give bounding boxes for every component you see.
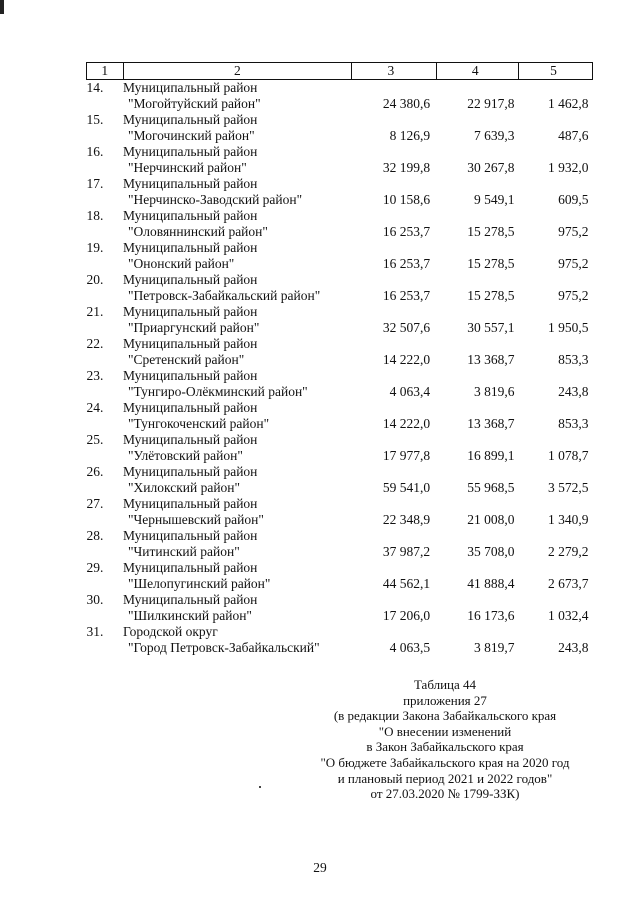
value-col-4: 15 278,5 — [467, 256, 515, 271]
row-number: 19. — [86, 240, 104, 255]
table-row — [87, 304, 593, 336]
value-col-3: 14 222,0 — [382, 352, 431, 367]
value-col-5: 1 932,0 — [548, 160, 589, 175]
value-col-3: 44 562,1 — [382, 576, 431, 591]
row-number: 25. — [86, 432, 104, 447]
table-row — [87, 208, 593, 240]
value-col-3: 4 063,5 — [389, 640, 431, 655]
row-number: 26. — [86, 464, 104, 479]
row-name — [123, 112, 352, 144]
row-name — [123, 80, 352, 113]
value-col-5: 3 572,5 — [548, 480, 589, 495]
scan-edge-mark — [0, 0, 4, 14]
header-col-4: 4 — [436, 63, 518, 80]
row-number: 28. — [86, 528, 104, 543]
header-col-3: 3 — [352, 63, 436, 80]
row-number: 30. — [86, 592, 104, 607]
value-col-4: 21 008,0 — [467, 512, 515, 527]
row-name — [123, 528, 352, 560]
value-col-4: 3 819,7 — [473, 640, 515, 655]
value-col-5: 853,3 — [558, 416, 589, 431]
row-name-line-1: Муниципальный район — [123, 528, 258, 543]
note-line: "О внесении изменений — [378, 723, 512, 739]
note-line: "О бюджете Забайкальского края на 2020 год — [320, 754, 570, 770]
table-row — [87, 528, 593, 560]
row-name-line-1: Муниципальный район — [123, 432, 258, 447]
value-col-5: 1 950,5 — [548, 320, 589, 335]
header-col-1: 1 — [87, 63, 124, 80]
row-name-line-2: "Тунгокоченский район" — [128, 416, 270, 431]
row-name-line-1: Муниципальный район — [123, 400, 258, 415]
value-col-3: 10 158,6 — [382, 192, 431, 207]
row-name-line-1: Муниципальный район — [123, 560, 258, 575]
row-name — [123, 208, 352, 240]
value-col-3: 16 253,7 — [382, 288, 431, 303]
value-col-5: 853,3 — [558, 352, 589, 367]
table-row — [87, 400, 593, 432]
value-col-5: 975,2 — [558, 288, 589, 303]
value-col-4: 30 267,8 — [467, 160, 515, 175]
note-line: Таблица 44 — [413, 677, 477, 692]
value-col-4: 22 917,8 — [467, 96, 515, 111]
value-col-3: 37 987,2 — [382, 544, 431, 559]
row-name-line-1: Муниципальный район — [123, 304, 258, 319]
row-name — [123, 624, 352, 656]
row-name-line-2: "Могойтуйский район" — [128, 96, 261, 111]
row-name-line-1: Муниципальный район — [123, 112, 258, 127]
value-col-3: 22 348,9 — [382, 512, 431, 527]
value-col-3: 32 507,6 — [382, 320, 431, 335]
row-name — [123, 336, 352, 368]
row-name-line-2: "Тунгиро-Олёкминский район" — [128, 384, 308, 399]
value-col-5: 1 462,8 — [548, 96, 589, 111]
row-name-line-2: "Могочинский район" — [128, 128, 255, 143]
value-col-4: 3 819,6 — [473, 384, 515, 399]
row-name — [123, 560, 352, 592]
table-row — [87, 592, 593, 624]
row-number: 14. — [86, 80, 104, 95]
row-name-line-2: "Нерчинский район" — [128, 160, 247, 175]
header-col-5: 5 — [518, 63, 592, 80]
value-col-4: 13 368,7 — [467, 352, 515, 367]
row-name — [123, 496, 352, 528]
table-row — [87, 240, 593, 272]
table-row — [87, 176, 593, 208]
value-col-4: 15 278,5 — [467, 288, 515, 303]
value-col-3: 16 253,7 — [382, 224, 431, 239]
row-name-line-1: Муниципальный район — [123, 144, 258, 159]
value-col-4: 16 173,6 — [467, 608, 515, 623]
row-name-line-2: "Ононский район" — [128, 256, 235, 271]
value-col-5: 243,8 — [558, 384, 589, 399]
row-name — [123, 272, 352, 304]
row-number: 21. — [86, 304, 104, 319]
table-row — [87, 368, 593, 400]
budget-table — [86, 62, 593, 656]
value-col-3: 4 063,4 — [389, 384, 431, 399]
row-name-line-1: Муниципальный район — [123, 368, 258, 383]
value-col-4: 13 368,7 — [467, 416, 515, 431]
value-col-5: 243,8 — [558, 640, 589, 655]
page-number: 29 — [313, 860, 327, 875]
row-number: 17. — [86, 176, 104, 191]
value-col-3: 24 380,6 — [382, 96, 431, 111]
table-row — [87, 144, 593, 176]
row-name — [123, 368, 352, 400]
row-name-line-2: "Город Петровск-Забайкальский" — [128, 640, 320, 655]
value-col-3: 14 222,0 — [382, 416, 431, 431]
row-number: 23. — [86, 368, 104, 383]
row-name-line-1: Муниципальный район — [123, 176, 258, 191]
row-name-line-2: "Шелопугинский район" — [128, 576, 271, 591]
value-col-5: 1 032,4 — [548, 608, 589, 623]
row-name-line-1: Муниципальный район — [123, 272, 258, 287]
value-col-5: 1 340,9 — [548, 512, 589, 527]
value-col-3: 17 977,8 — [382, 448, 431, 463]
row-number: 27. — [86, 496, 104, 511]
note-line: приложения 27 — [403, 692, 487, 708]
row-number: 16. — [86, 144, 104, 159]
table-row — [87, 624, 593, 656]
row-name — [123, 464, 352, 496]
table-note — [310, 677, 580, 802]
note-line: в Закон Забайкальского края — [366, 739, 524, 755]
value-col-5: 609,5 — [558, 192, 589, 207]
value-col-3: 17 206,0 — [382, 608, 431, 623]
value-col-5: 1 078,7 — [548, 448, 589, 463]
value-col-5: 487,6 — [558, 128, 589, 143]
value-col-3: 8 126,9 — [389, 128, 431, 143]
value-col-4: 41 888,4 — [467, 576, 515, 591]
note-line: (в редакции Закона Забайкальского края — [333, 708, 557, 724]
table-row — [87, 336, 593, 368]
value-col-4: 55 968,5 — [467, 480, 515, 495]
row-number: 24. — [86, 400, 104, 415]
row-name-line-2: "Петровск-Забайкальский район" — [128, 288, 321, 303]
value-col-3: 32 199,8 — [382, 160, 431, 175]
row-name — [123, 240, 352, 272]
value-col-4: 30 557,1 — [467, 320, 515, 335]
row-name-line-1: Муниципальный район — [123, 496, 258, 511]
row-name-line-1: Муниципальный район — [123, 240, 258, 255]
stray-dot — [259, 786, 261, 788]
row-number: 15. — [86, 112, 104, 127]
row-name-line-1: Муниципальный район — [123, 208, 258, 223]
header-col-2: 2 — [123, 63, 352, 80]
value-col-5: 975,2 — [558, 256, 589, 271]
row-name — [123, 144, 352, 176]
table-row — [87, 464, 593, 496]
row-number: 18. — [86, 208, 104, 223]
table-row — [87, 432, 593, 464]
row-name-line-2: "Шилкинский район" — [128, 608, 252, 623]
table-body — [87, 80, 593, 657]
row-name-line-2: "Улётовский район" — [128, 448, 243, 463]
row-name-line-1: Городской округ — [123, 624, 218, 639]
value-col-4: 35 708,0 — [467, 544, 515, 559]
row-name — [123, 176, 352, 208]
table-row — [87, 80, 593, 113]
row-name-line-2: "Чернышевский район" — [128, 512, 264, 527]
table-row — [87, 112, 593, 144]
table-row — [87, 560, 593, 592]
row-name-line-2: "Хилокский район" — [128, 480, 241, 495]
value-col-5: 2 673,7 — [548, 576, 589, 591]
row-name-line-2: "Нерчинско-Заводский район" — [128, 192, 303, 207]
value-col-4: 9 549,1 — [473, 192, 515, 207]
row-name-line-2: "Сретенский район" — [128, 352, 245, 367]
row-name-line-2: "Приаргунский район" — [128, 320, 260, 335]
row-name-line-1: Муниципальный район — [123, 80, 258, 95]
row-name — [123, 432, 352, 464]
value-col-4: 15 278,5 — [467, 224, 515, 239]
table-row — [87, 272, 593, 304]
row-name — [123, 304, 352, 336]
value-col-5: 2 279,2 — [548, 544, 589, 559]
value-col-3: 59 541,0 — [382, 480, 431, 495]
row-name — [123, 400, 352, 432]
row-name-line-1: Муниципальный район — [123, 336, 258, 351]
row-name-line-1: Муниципальный район — [123, 592, 258, 607]
row-number: 20. — [86, 272, 104, 287]
row-name-line-1: Муниципальный район — [123, 464, 258, 479]
value-col-3: 16 253,7 — [382, 256, 431, 271]
table-header-row — [87, 63, 593, 80]
row-number: 31. — [86, 624, 104, 639]
row-name-line-2: "Читинский район" — [128, 544, 240, 559]
note-line: от 27.03.2020 № 1799-ЗЗК) — [370, 786, 520, 802]
row-name — [123, 592, 352, 624]
note-line: и плановый период 2021 и 2022 годов" — [337, 770, 553, 786]
value-col-5: 975,2 — [558, 224, 589, 239]
row-name-line-2: "Оловяннинский район" — [128, 224, 268, 239]
table-row — [87, 496, 593, 528]
row-number: 29. — [86, 560, 104, 575]
value-col-4: 16 899,1 — [467, 448, 515, 463]
value-col-4: 7 639,3 — [473, 128, 515, 143]
row-number: 22. — [86, 336, 104, 351]
